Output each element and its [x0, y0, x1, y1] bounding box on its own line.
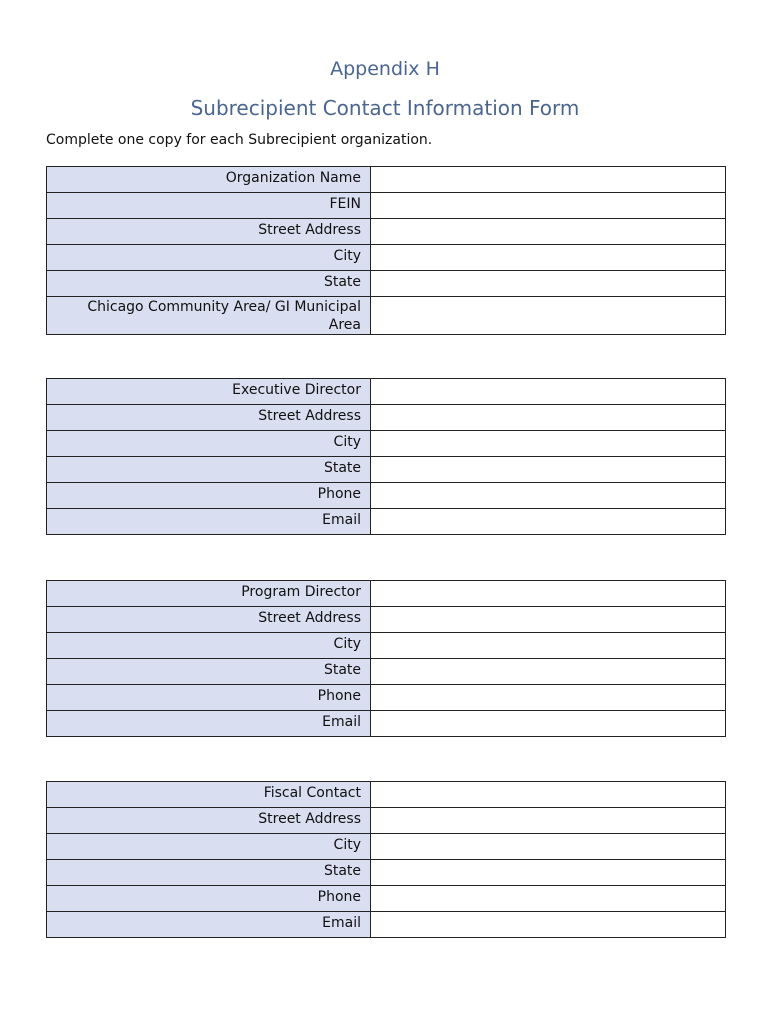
field-label [47, 483, 371, 509]
form-row [47, 711, 726, 737]
form-row [47, 167, 726, 193]
state-label: State [323, 460, 361, 476]
program-state-field[interactable] [371, 659, 726, 685]
field-label [47, 271, 371, 297]
fein-label: FEIN [329, 196, 361, 212]
form-row [47, 457, 726, 483]
field-label [47, 834, 371, 860]
organization-state-field[interactable] [371, 271, 726, 297]
program-city-field[interactable] [371, 633, 726, 659]
city-label: City [333, 636, 361, 652]
program-phone-field[interactable] [371, 685, 726, 711]
form-title: Subrecipient Contact Information Form [190, 96, 580, 120]
form-row [47, 297, 726, 335]
state-label: State [323, 662, 361, 678]
field-label [47, 509, 371, 535]
executive-director-field[interactable] [371, 379, 726, 405]
form-row [47, 509, 726, 535]
program-director-section-table [46, 580, 726, 737]
executive-phone-field[interactable] [371, 483, 726, 509]
executive-director-section-table [46, 378, 726, 535]
city-label: City [333, 837, 361, 853]
street-address-label: Street Address [258, 222, 361, 238]
field-label [47, 167, 371, 193]
phone-label: Phone [317, 889, 361, 905]
fiscal-city-field[interactable] [371, 834, 726, 860]
form-row [47, 659, 726, 685]
field-label [47, 711, 371, 737]
field-label [47, 860, 371, 886]
state-label: State [323, 274, 361, 290]
fein-field[interactable] [371, 193, 726, 219]
form-row [47, 431, 726, 457]
city-label: City [333, 248, 361, 264]
field-label [47, 245, 371, 271]
form-row [47, 808, 726, 834]
appendix-title: Appendix H [330, 58, 440, 80]
executive-email-field[interactable] [371, 509, 726, 535]
organization-city-field[interactable] [371, 245, 726, 271]
fiscal-state-field[interactable] [371, 860, 726, 886]
street-address-label: Street Address [258, 811, 361, 827]
program-email-field[interactable] [371, 711, 726, 737]
program-director-field[interactable] [371, 581, 726, 607]
organization-name-field[interactable] [371, 167, 726, 193]
field-label [47, 685, 371, 711]
form-row [47, 607, 726, 633]
fiscal-street-address-field[interactable] [371, 808, 726, 834]
form-row [47, 834, 726, 860]
program-director-label: Program Director [241, 584, 361, 600]
state-label: State [323, 863, 361, 879]
email-label: Email [322, 915, 361, 931]
community-area-label: Chicago Community Area/ GI Municipal Area [87, 299, 361, 333]
field-label [47, 193, 371, 219]
field-label [47, 219, 371, 245]
form-row [47, 379, 726, 405]
city-label: City [333, 434, 361, 450]
form-row [47, 912, 726, 938]
email-label: Email [322, 512, 361, 528]
email-label: Email [322, 714, 361, 730]
form-row [47, 219, 726, 245]
form-row [47, 633, 726, 659]
executive-state-field[interactable] [371, 457, 726, 483]
form-row [47, 581, 726, 607]
fiscal-contact-section-table [46, 781, 726, 938]
field-label [47, 297, 371, 335]
program-street-address-field[interactable] [371, 607, 726, 633]
form-row [47, 886, 726, 912]
field-label [47, 808, 371, 834]
form-row [47, 483, 726, 509]
field-label [47, 659, 371, 685]
field-label [47, 886, 371, 912]
form-row [47, 685, 726, 711]
field-label [47, 581, 371, 607]
field-label [47, 607, 371, 633]
fiscal-email-field[interactable] [371, 912, 726, 938]
street-address-label: Street Address [258, 610, 361, 626]
phone-label: Phone [317, 688, 361, 704]
fiscal-phone-field[interactable] [371, 886, 726, 912]
organization-name-label: Organization Name [225, 170, 361, 186]
form-row [47, 860, 726, 886]
executive-city-field[interactable] [371, 431, 726, 457]
form-row [47, 193, 726, 219]
form-row [47, 405, 726, 431]
executive-street-address-field[interactable] [371, 405, 726, 431]
form-row [47, 271, 726, 297]
field-label [47, 405, 371, 431]
organization-street-address-field[interactable] [371, 219, 726, 245]
field-label [47, 912, 371, 938]
form-row [47, 782, 726, 808]
field-label [47, 457, 371, 483]
organization-section-table [46, 166, 726, 335]
field-label [47, 431, 371, 457]
instruction-text: Complete one copy for each Subrecipient organization. [46, 132, 433, 148]
street-address-label: Street Address [258, 408, 361, 424]
form-row [47, 245, 726, 271]
field-label [47, 379, 371, 405]
phone-label: Phone [317, 486, 361, 502]
fiscal-contact-field[interactable] [371, 782, 726, 808]
field-label [47, 633, 371, 659]
fiscal-contact-label: Fiscal Contact [263, 785, 361, 801]
field-label [47, 782, 371, 808]
community-area-field[interactable] [371, 297, 726, 335]
executive-director-label: Executive Director [232, 382, 361, 398]
